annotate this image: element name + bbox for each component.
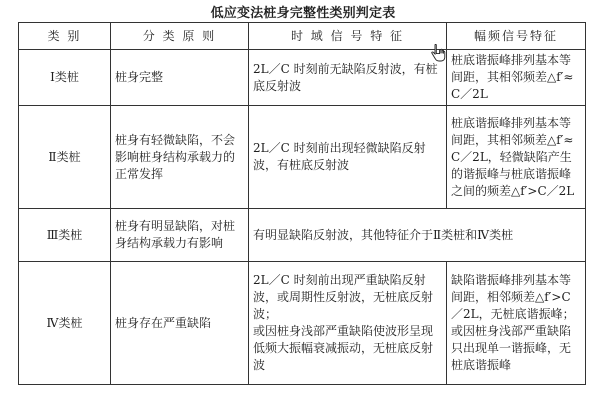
header-principle: 分 类 原 则 — [111, 23, 249, 50]
table-row — [19, 209, 586, 262]
principle-cell: 桩身完整 — [111, 50, 249, 106]
frequency-cell: 桩底谐振峰排列基本等间距，其相邻频差△f′≈C／2L，轻微缺陷产生的谐振峰与桩底谐振峰之间的频差△f′>C／2L — [447, 106, 586, 209]
principle-cell: 桩身有明显缺陷，对桩身结构承载力有影响 — [111, 209, 249, 262]
header-category: 类 别 — [19, 23, 111, 50]
principle-cell: 桩身存在严重缺陷 — [111, 262, 249, 385]
table-row — [19, 106, 586, 209]
header-time-domain: 时 域 信 号 特 征 — [249, 23, 447, 50]
frequency-cell: 缺陷谐振峰排列基本等间距，相邻频差△f′>C／2L，无桩底谐振峰； 或因桩身浅部严重缺陷只出现单一谐振峰，无桩底谐振峰 — [447, 262, 586, 385]
table-header-row — [19, 23, 586, 50]
category-cell: Ⅲ类桩 — [19, 209, 111, 262]
category-cell: Ⅱ类桩 — [19, 106, 111, 209]
merged-signal-cell: 有明显缺陷反射波，其他特征介于Ⅱ类桩和Ⅳ类桩 — [249, 209, 586, 262]
header-frequency: 幅频信号特征 — [447, 23, 586, 50]
frequency-cell: 桩底谐振峰排列基本等间距，其相邻频差△f′≈C／2L — [447, 50, 586, 106]
table-row — [19, 50, 586, 106]
page-title: 低应变法桩身完整性类别判定表 — [210, 6, 396, 21]
category-cell: Ⅳ类桩 — [19, 262, 111, 385]
time-domain-cell: 2L／C 时刻前出现严重缺陷反射波，或周期性反射波，无桩底反射波； 或因桩身浅部严重缺陷使波形呈现低频大振幅衰减振动，无桩底反射波 — [249, 262, 447, 385]
principle-cell: 桩身有轻微缺陷，不会影响桩身结构承载力的正常发挥 — [111, 106, 249, 209]
table-row — [19, 262, 586, 385]
category-cell: Ⅰ类桩 — [19, 50, 111, 106]
pile-integrity-table — [18, 22, 586, 385]
time-domain-cell: 2L／C 时刻前出现轻微缺陷反射波，有桩底反射波 — [249, 106, 447, 209]
time-domain-cell: 2L／C 时刻前无缺陷反射波，有桩底反射波 — [249, 50, 447, 106]
